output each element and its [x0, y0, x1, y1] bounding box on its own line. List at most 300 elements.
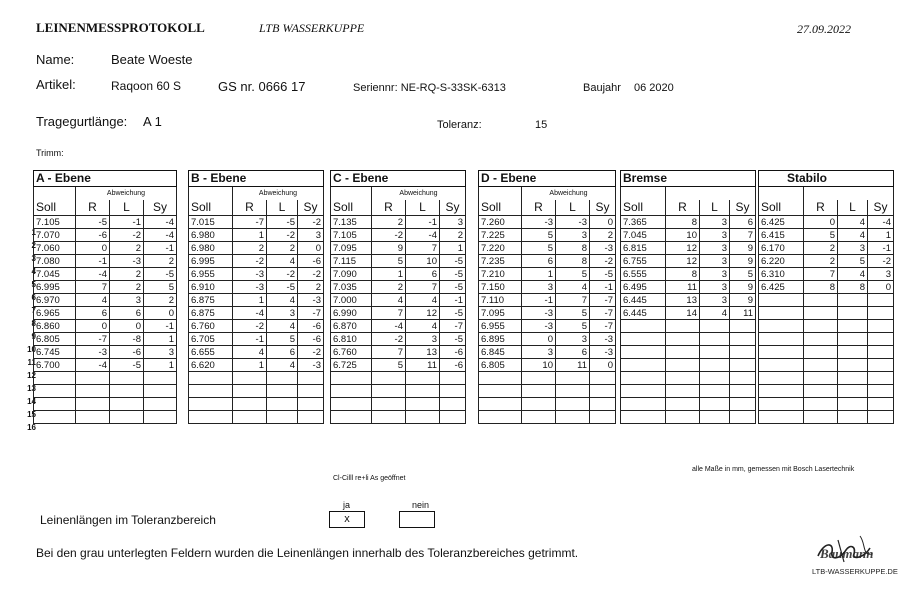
table-cell: 5 — [372, 359, 406, 372]
table-cell: -5 — [267, 281, 298, 294]
table-cell: 6 — [76, 307, 110, 320]
table-cell: -3 — [556, 216, 590, 229]
table-cell — [267, 411, 298, 424]
table-row — [479, 281, 616, 294]
table-cell: 6 — [110, 307, 144, 320]
table-cell: -1 — [144, 320, 177, 333]
table-cell: 4 — [267, 255, 298, 268]
table-cell: 0 — [522, 333, 556, 346]
table-row — [34, 359, 177, 372]
table-cell: 11 — [406, 359, 440, 372]
table-cell — [759, 385, 804, 398]
table-cell: 3 — [700, 216, 730, 229]
table-cell: 6.875 — [189, 294, 233, 307]
table-cell: -5 — [440, 333, 466, 346]
table-cell — [479, 385, 522, 398]
table-cell: 4 — [267, 320, 298, 333]
table-cell — [759, 372, 804, 385]
table-cell — [76, 398, 110, 411]
table-cell: 12 — [406, 307, 440, 320]
column-header: Sy — [730, 200, 756, 216]
table-row — [189, 242, 324, 255]
table-cell — [730, 385, 756, 398]
table-cell: 13 — [666, 294, 700, 307]
table-cell — [372, 385, 406, 398]
table-cell: 9 — [730, 242, 756, 255]
table-cell: 2 — [110, 281, 144, 294]
column-header: Sy — [144, 200, 177, 216]
table-cell — [189, 385, 233, 398]
table-cell — [838, 398, 868, 411]
table-cell: -2 — [590, 255, 616, 268]
table-cell: 4 — [267, 294, 298, 307]
table-cell: 5 — [522, 229, 556, 242]
table-cell: 5 — [556, 268, 590, 281]
column-header: L — [267, 200, 298, 216]
table-cell: 6.620 — [189, 359, 233, 372]
table-cell: 3 — [556, 333, 590, 346]
table-cell: 1 — [522, 268, 556, 281]
table-cell: 2 — [110, 268, 144, 281]
table-cell — [440, 398, 466, 411]
table-cell — [144, 372, 177, 385]
table-cell: 6 — [267, 346, 298, 359]
table-row — [34, 268, 177, 281]
table-cell — [556, 372, 590, 385]
row-number: 15 — [27, 410, 36, 419]
table-cell — [590, 411, 616, 424]
table-cell: 8 — [556, 242, 590, 255]
table-cell: -4 — [406, 229, 440, 242]
group-title: B - Ebene — [189, 171, 324, 187]
table-cell: -2 — [298, 346, 324, 359]
table-row — [621, 411, 756, 424]
table-cell: 12 — [666, 242, 700, 255]
table-cell — [666, 333, 700, 346]
table-cell — [440, 411, 466, 424]
table-cell — [666, 320, 700, 333]
table-cell — [868, 294, 894, 307]
table-cell: -3 — [233, 268, 267, 281]
table-row — [189, 268, 324, 281]
table-cell — [331, 398, 372, 411]
table-row — [479, 307, 616, 320]
ltb-logo — [810, 530, 898, 580]
table-cell: 5 — [522, 242, 556, 255]
table-cell: 12 — [666, 255, 700, 268]
table-cell: 6 — [730, 216, 756, 229]
table-row — [621, 268, 756, 281]
table-cell: 0 — [804, 216, 838, 229]
table-row — [479, 411, 616, 424]
table-cell — [700, 320, 730, 333]
table-cell — [868, 411, 894, 424]
table-cell: 2 — [804, 242, 838, 255]
table-cell: 7.060 — [34, 242, 76, 255]
table-row — [479, 268, 616, 281]
table-cell — [759, 320, 804, 333]
row-number: 4 — [31, 267, 36, 276]
column-header: Soll — [621, 200, 666, 216]
table-cell: 4 — [233, 346, 267, 359]
table-cell — [34, 385, 76, 398]
table-cell — [233, 372, 267, 385]
abweichung-label: Abweichung — [76, 187, 177, 201]
table-row — [479, 385, 616, 398]
table-cell: -6 — [298, 333, 324, 346]
row-number: 13 — [27, 384, 36, 393]
table-cell: 4 — [838, 216, 868, 229]
table-cell: -5 — [267, 216, 298, 229]
table-cell: 10 — [522, 359, 556, 372]
column-header: L — [406, 200, 440, 216]
table-cell: 3 — [267, 307, 298, 320]
table-cell: 2 — [298, 281, 324, 294]
table-cell — [298, 372, 324, 385]
table-2 — [188, 170, 324, 424]
table-cell: 7.035 — [331, 281, 372, 294]
table-cell — [189, 411, 233, 424]
table-cell: -4 — [868, 216, 894, 229]
blank-cell — [34, 187, 76, 201]
table-row — [189, 281, 324, 294]
table-cell — [267, 372, 298, 385]
table-cell — [700, 359, 730, 372]
table-cell: 0 — [590, 216, 616, 229]
table-cell: 10 — [666, 229, 700, 242]
table-cell: 5 — [730, 268, 756, 281]
column-header: Sy — [590, 200, 616, 216]
table-6 — [758, 170, 894, 424]
table-cell: 0 — [76, 242, 110, 255]
table-cell: -3 — [110, 255, 144, 268]
table-cell — [556, 398, 590, 411]
table-cell — [372, 411, 406, 424]
table-cell: 6.745 — [34, 346, 76, 359]
table-cell: 7 — [76, 281, 110, 294]
table-cell: 6.810 — [331, 333, 372, 346]
table-cell: -4 — [144, 229, 177, 242]
table-cell — [759, 294, 804, 307]
table-cell: 6.700 — [34, 359, 76, 372]
artikel-value: Raqoon 60 S — [111, 79, 182, 93]
table-row — [759, 307, 894, 320]
table-cell: 3 — [700, 229, 730, 242]
table-cell: 6.995 — [189, 255, 233, 268]
table-row — [621, 320, 756, 333]
table-cell: 11 — [666, 281, 700, 294]
table-cell: 7.070 — [34, 229, 76, 242]
table-row — [621, 385, 756, 398]
column-header: R — [522, 200, 556, 216]
table-cell: -5 — [590, 268, 616, 281]
blank-cell — [759, 187, 804, 201]
table-cell — [838, 359, 868, 372]
table-cell: 6.965 — [34, 307, 76, 320]
table-row — [34, 333, 177, 346]
table-cell: 8 — [804, 281, 838, 294]
table-cell: 6 — [522, 255, 556, 268]
table-cell: 7.090 — [331, 268, 372, 281]
table-cell: 2 — [233, 242, 267, 255]
table-cell: -2 — [868, 255, 894, 268]
table-cell — [730, 346, 756, 359]
table-cell: 4 — [556, 281, 590, 294]
table-cell: -3 — [590, 242, 616, 255]
group-title: Stabilo — [759, 171, 894, 187]
table-cell — [759, 307, 804, 320]
table-cell — [110, 372, 144, 385]
table-cell: -5 — [144, 268, 177, 281]
table-row — [34, 255, 177, 268]
table-row — [34, 229, 177, 242]
table-row — [621, 359, 756, 372]
table-row — [621, 346, 756, 359]
table-cell — [144, 398, 177, 411]
table-cell: 1 — [144, 359, 177, 372]
table-cell: 6.815 — [621, 242, 666, 255]
row-number: 2 — [31, 241, 36, 250]
table-cell — [804, 294, 838, 307]
table-cell: 7.225 — [479, 229, 522, 242]
table-row — [331, 268, 466, 281]
artikel-label: Artikel: — [36, 77, 76, 92]
table-cell: 2 — [110, 242, 144, 255]
table-row — [189, 398, 324, 411]
table-cell: 7.235 — [479, 255, 522, 268]
table-cell: -8 — [110, 333, 144, 346]
table-row — [479, 333, 616, 346]
table-cell: 3 — [522, 281, 556, 294]
table-cell — [440, 385, 466, 398]
table-cell — [621, 411, 666, 424]
table-cell: -2 — [267, 268, 298, 281]
table-cell: 4 — [372, 294, 406, 307]
column-header: Sy — [298, 200, 324, 216]
table-cell — [76, 385, 110, 398]
tragegurt-label: Tragegurtlänge: — [36, 114, 128, 129]
table-cell: 6.705 — [189, 333, 233, 346]
table-row — [34, 242, 177, 255]
table-cell: 7.115 — [331, 255, 372, 268]
table-cell: 6.760 — [331, 346, 372, 359]
table-cell: 5 — [838, 255, 868, 268]
table-cell — [110, 411, 144, 424]
table-cell — [804, 307, 838, 320]
table-row — [189, 346, 324, 359]
clcill-note: Cl-Cilll re+li As geöffnet — [333, 475, 406, 482]
table-cell: -1 — [110, 216, 144, 229]
table-row — [331, 216, 466, 229]
table-cell: 9 — [730, 281, 756, 294]
table-cell: 6.955 — [479, 320, 522, 333]
table-row — [759, 385, 894, 398]
table-cell: -1 — [144, 242, 177, 255]
table-cell: 6.445 — [621, 307, 666, 320]
table-cell: 3 — [700, 281, 730, 294]
table-cell: 8 — [666, 268, 700, 281]
table-cell: 6.995 — [34, 281, 76, 294]
table-cell: 0 — [590, 359, 616, 372]
table-cell — [406, 372, 440, 385]
table-cell: -1 — [868, 242, 894, 255]
table-row — [759, 294, 894, 307]
table-cell: 1 — [372, 268, 406, 281]
table-row — [189, 372, 324, 385]
table-cell: 2 — [590, 229, 616, 242]
table-cell — [759, 359, 804, 372]
table-cell: 7.080 — [34, 255, 76, 268]
table-row — [621, 216, 756, 229]
table-cell: 3 — [144, 346, 177, 359]
table-cell: -3 — [522, 307, 556, 320]
table-row — [621, 229, 756, 242]
table-row — [759, 320, 894, 333]
column-header: L — [838, 200, 868, 216]
table-row — [621, 372, 756, 385]
table-cell: 8 — [838, 281, 868, 294]
table-cell: -5 — [440, 307, 466, 320]
table-cell: 9 — [372, 242, 406, 255]
table-cell — [804, 372, 838, 385]
table-cell: 6.495 — [621, 281, 666, 294]
table-row — [331, 385, 466, 398]
table-cell: -1 — [590, 281, 616, 294]
footer-note: Bei den grau unterlegten Feldern wurden die Leinenlängen innerhalb des Toleranzbereiches getrimmt. — [36, 546, 579, 560]
table-row — [189, 385, 324, 398]
table-cell: 6.990 — [331, 307, 372, 320]
table-cell: 2 — [144, 255, 177, 268]
trimm-label: Trimm: — [36, 148, 64, 158]
table-cell: 5 — [804, 229, 838, 242]
row-number: 6 — [31, 293, 36, 302]
table-cell: 7 — [372, 346, 406, 359]
column-header: R — [372, 200, 406, 216]
table-cell: 7.095 — [331, 242, 372, 255]
logo-text: LTB-WASSERKUPPE.DE — [812, 567, 898, 576]
table-cell — [298, 385, 324, 398]
toleranz-value: 15 — [535, 119, 548, 131]
table-cell: 7.135 — [331, 216, 372, 229]
table-cell: 7 — [406, 242, 440, 255]
table-cell: 6.655 — [189, 346, 233, 359]
table-row — [759, 372, 894, 385]
table-cell: -7 — [76, 333, 110, 346]
abweichung-label — [804, 187, 894, 201]
table-cell — [110, 385, 144, 398]
column-header: Soll — [331, 200, 372, 216]
table-cell: 1 — [440, 242, 466, 255]
table-cell: 8 — [556, 255, 590, 268]
table-cell: 6 — [406, 268, 440, 281]
table-cell — [700, 346, 730, 359]
table-cell — [144, 385, 177, 398]
table-row — [331, 372, 466, 385]
table-cell: 3 — [700, 268, 730, 281]
baujahr-label: Baujahr — [583, 82, 621, 94]
table-row — [331, 333, 466, 346]
table-cell — [406, 398, 440, 411]
table-cell: 6.170 — [759, 242, 804, 255]
table-cell: 3 — [556, 229, 590, 242]
table-cell — [144, 411, 177, 424]
document-title: LEINENMESSPROTOKOLL — [36, 20, 205, 35]
table-row — [189, 307, 324, 320]
table-cell: 3 — [522, 346, 556, 359]
table-cell: -6 — [298, 320, 324, 333]
name-value: Beate Woeste — [111, 52, 193, 67]
row-number: 5 — [31, 280, 36, 289]
table-cell: -2 — [298, 268, 324, 281]
table-cell: 6.980 — [189, 229, 233, 242]
table-cell: 5 — [144, 281, 177, 294]
table-cell: 6.845 — [479, 346, 522, 359]
table-cell — [479, 372, 522, 385]
table-cell: -1 — [522, 294, 556, 307]
table-row — [34, 385, 177, 398]
table-cell — [868, 346, 894, 359]
table-cell — [804, 333, 838, 346]
row-number: 11 — [27, 358, 36, 367]
table-row — [331, 281, 466, 294]
nein-checkbox[interactable] — [399, 511, 435, 528]
table-cell — [838, 294, 868, 307]
table-row — [759, 333, 894, 346]
table-cell: 6.805 — [34, 333, 76, 346]
table-cell: 6.415 — [759, 229, 804, 242]
table-cell — [700, 398, 730, 411]
table-cell — [34, 411, 76, 424]
table-cell: -7 — [298, 307, 324, 320]
table-cell — [759, 333, 804, 346]
table-cell: 7 — [406, 281, 440, 294]
column-header: R — [804, 200, 838, 216]
table-cell — [868, 385, 894, 398]
column-header: Sy — [868, 200, 894, 216]
date-label: 27.09.2022 — [797, 22, 851, 36]
ja-checkbox[interactable]: x — [329, 511, 365, 528]
table-cell: 9 — [730, 255, 756, 268]
table-row — [331, 294, 466, 307]
table-cell — [700, 411, 730, 424]
row-number: 7 — [31, 306, 36, 315]
table-row — [621, 333, 756, 346]
table-5 — [620, 170, 756, 424]
table-cell: -4 — [233, 307, 267, 320]
table-cell — [700, 385, 730, 398]
table-row — [331, 307, 466, 320]
table-cell: -7 — [590, 320, 616, 333]
table-cell: 13 — [406, 346, 440, 359]
table-cell: 1 — [868, 229, 894, 242]
table-cell — [189, 398, 233, 411]
table-cell: 3 — [110, 294, 144, 307]
table-cell: 6.760 — [189, 320, 233, 333]
column-header: Sy — [440, 200, 466, 216]
table-cell: -6 — [440, 359, 466, 372]
table-cell — [331, 372, 372, 385]
table-cell: -3 — [522, 216, 556, 229]
table-row — [479, 359, 616, 372]
table-cell: 1 — [233, 229, 267, 242]
table-cell: 6.955 — [189, 268, 233, 281]
table-cell — [621, 385, 666, 398]
table-cell: 6.860 — [34, 320, 76, 333]
table-cell — [700, 333, 730, 346]
table-row — [34, 281, 177, 294]
column-header: Soll — [34, 200, 76, 216]
table-cell — [868, 320, 894, 333]
